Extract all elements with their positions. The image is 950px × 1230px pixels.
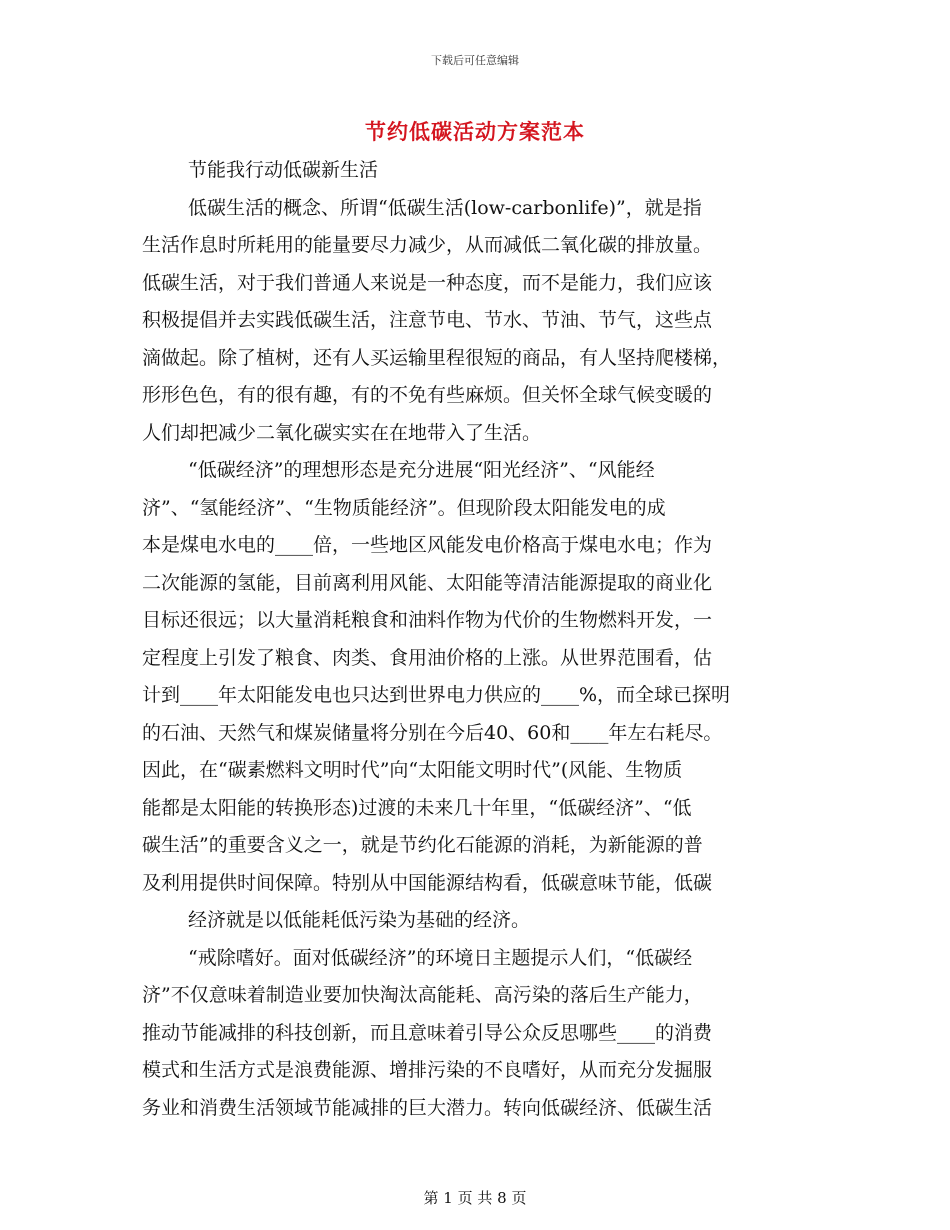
text-line: “戒除嗜好。面对低碳经济”的环境日主题提示人们，“低碳经 (188, 946, 693, 969)
text-line: “低碳经济”的理想形态是充分进展“阳光经济”、“风能经 (188, 459, 655, 481)
text-line: 形形色色，有的很有趣，有的不免有些麻烦。但关怀全球气候变暖的 (142, 384, 713, 406)
text-line: 生活作息时所耗用的能量要尽力减少，从而减低二氧化碳的排放量。 (142, 234, 713, 256)
text-line: 因此，在“碳素燃料文明时代”向“太阳能文明时代”(风能、生物质 (142, 759, 683, 781)
text-line: 低碳生活，对于我们普通人来说是一种态度，而不是能力，我们应该 (142, 271, 713, 294)
page-footer: 第 1 页 共 8 页 (423, 1189, 527, 1207)
document-body (142, 152, 804, 1127)
text-line: 计到____年太阳能发电也只达到世界电力供应的____%，而全球已探明 (142, 684, 731, 706)
text-line: 济”不仅意味着制造业要加快淘汰高能耗、高污染的落后生产能力， (142, 984, 703, 1006)
text-line: 济”、“氢能经济”、“生物质能经济”。但现阶段太阳能发电的成 (142, 496, 666, 519)
text-line: 目标还很远；以大量消耗粮食和油料作物为代价的生物燃料开发，一 (142, 609, 713, 631)
text-line: 推动节能减排的科技创新，而且意味着引导公众反思哪些____的消费 (142, 1021, 713, 1044)
text-line: 节能我行动低碳新生活 (188, 159, 379, 181)
text-line: 本是煤电水电的____倍，一些地区风能发电价格高于煤电水电；作为 (142, 534, 713, 556)
text-line: 的石油、天然气和煤炭储量将分别在今后40、60和____年左右耗尽。 (142, 721, 723, 744)
text-line: 碳生活”的重要含义之一，就是节约化石能源的消耗，为新能源的普 (142, 834, 703, 856)
text-line: 积极提倡并去实践低碳生活，注意节电、节水、节油、节气，这些点 (142, 309, 713, 331)
text-line: 及利用提供时间保障。特别从中国能源结构看，低碳意味节能，低碳 (142, 871, 713, 894)
text-line: 务业和消费生活领域节能减排的巨大潜力。转向低碳经济、低碳生活 (142, 1096, 713, 1119)
text-line: 二次能源的氢能，目前离利用风能、太阳能等清洁能源提取的商业化 (142, 571, 713, 594)
text-line: 人们却把减少二氧化碳实实在在地带入了生活。 (142, 421, 542, 444)
text-line: 模式和生活方式是浪费能源、增排污染的不良嗜好，从而充分发掘服 (142, 1059, 713, 1081)
text-line: 低碳生活的概念、所谓“低碳生活(low-carbonlife)”，就是指 (188, 196, 702, 219)
text-line: 能都是太阳能的转换形态)过渡的未来几十年里，“低碳经济”、“低 (142, 796, 692, 819)
text-line: 滴做起。除了植树，还有人买运输里程很短的商品，有人坚持爬楼梯， (142, 346, 732, 369)
text-line: 定程度上引发了粮食、肉类、食用油价格的上涨。从世界范围看，估 (142, 646, 713, 669)
page-header: 下载后可任意编辑 (431, 54, 519, 67)
text-line: 经济就是以低能耗低污染为基础的经济。 (188, 909, 531, 931)
document-title: 节约低碳活动方案范本 (365, 119, 585, 144)
